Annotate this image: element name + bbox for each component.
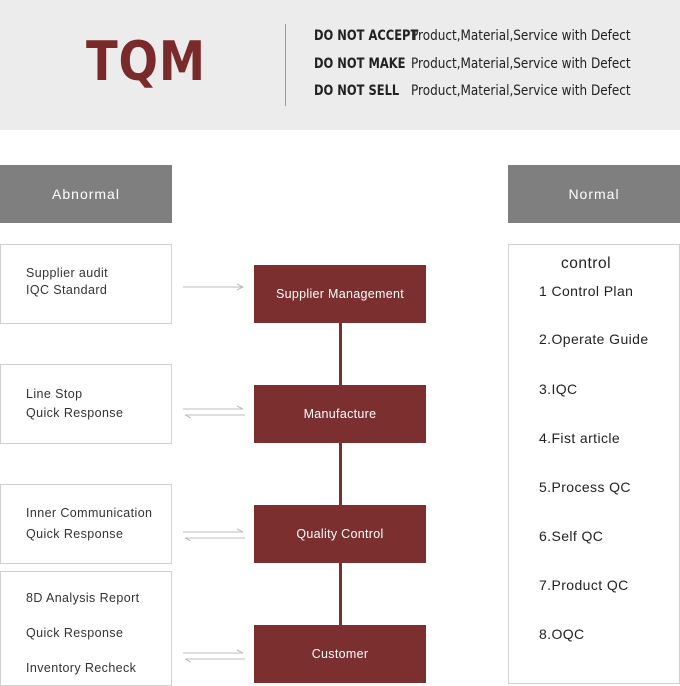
abnormal-heading: Abnormal xyxy=(0,165,172,223)
control-item: 7.Product QC xyxy=(539,577,629,593)
control-item: 3.IQC xyxy=(539,381,578,397)
box-line: Quick Response xyxy=(26,406,124,420)
abnormal-box-line-stop xyxy=(0,364,172,444)
normal-control-box xyxy=(508,244,680,684)
box-line: Quick Response xyxy=(26,626,124,640)
box-line: IQC Standard xyxy=(26,283,108,297)
rule-key: DO NOT ACCEPT xyxy=(314,28,419,44)
process-step-quality-control: Quality Control xyxy=(254,505,426,563)
control-item: 6.Self QC xyxy=(539,528,604,544)
normal-heading: Normal xyxy=(508,165,680,223)
rule-value: Product,Material,Service with Defect xyxy=(411,83,631,99)
box-line: Quick Response xyxy=(26,527,124,541)
arrow-right-icon xyxy=(182,282,246,292)
rule-value: Product,Material,Service with Defect xyxy=(411,28,631,44)
box-line: Line Stop xyxy=(26,387,83,401)
box-line: Inventory Recheck xyxy=(26,661,137,675)
header-banner xyxy=(0,0,680,130)
rule-key: DO NOT MAKE xyxy=(314,56,406,72)
control-title: control xyxy=(561,255,612,272)
abnormal-box-8d-report xyxy=(0,571,172,686)
box-line: Inner Communication xyxy=(26,506,153,520)
bidirectional-arrow-icon xyxy=(182,649,246,663)
box-line: Supplier audit xyxy=(26,266,109,280)
abnormal-box-supplier xyxy=(0,244,172,324)
abnormal-box-communication xyxy=(0,484,172,564)
rule-key: DO NOT SELL xyxy=(314,83,400,99)
process-connector-line xyxy=(339,323,342,627)
control-item: 2.Operate Guide xyxy=(539,331,649,347)
box-line: 8D Analysis Report xyxy=(26,591,140,605)
control-item: 4.Fist article xyxy=(539,430,621,446)
control-item: 1 Control Plan xyxy=(539,283,634,299)
process-step-manufacture: Manufacture xyxy=(254,385,426,443)
rule-value: Product,Material,Service with Defect xyxy=(411,56,631,72)
page-title: TQM xyxy=(86,30,206,93)
process-step-customer: Customer xyxy=(254,625,426,683)
control-item: 8.OQC xyxy=(539,626,585,642)
control-item: 5.Process QC xyxy=(539,479,631,495)
header-divider xyxy=(285,24,286,106)
bidirectional-arrow-icon xyxy=(182,528,246,542)
bidirectional-arrow-icon xyxy=(182,405,246,419)
process-step-supplier-management: Supplier Management xyxy=(254,265,426,323)
